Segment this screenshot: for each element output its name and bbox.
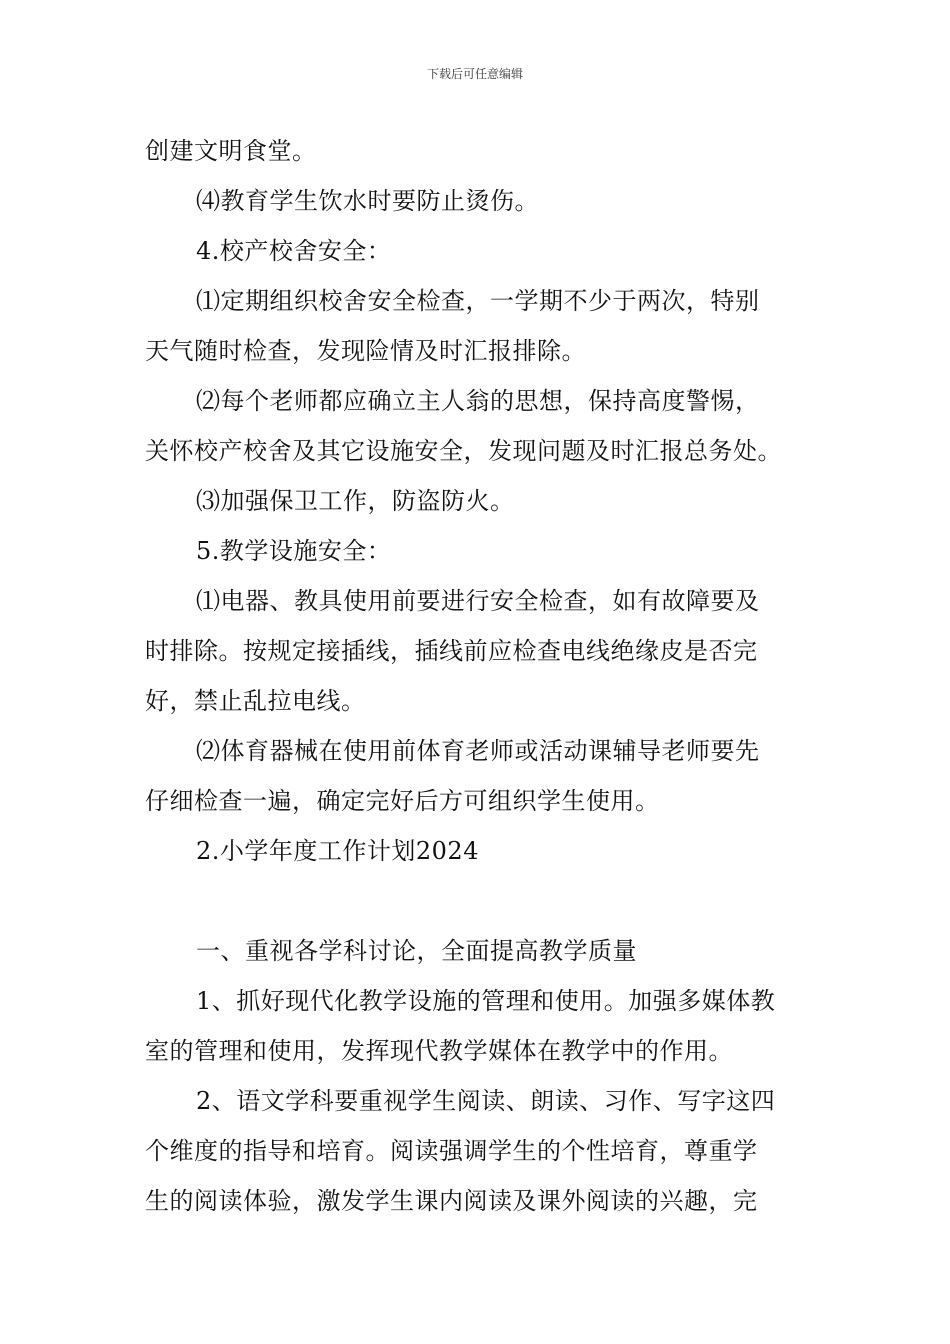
paragraph-line: 室的管理和使用，发挥现代教学媒体在教学中的作用。 <box>145 1037 733 1065</box>
paragraph-line: ⑵体育器械在使用前体育老师或活动课辅导老师要先 <box>196 737 760 765</box>
paragraph-line: 1、抓好现代化教学设施的管理和使用。加强多媒体教 <box>196 987 776 1015</box>
section-heading: 5.教学设施安全： <box>196 537 392 565</box>
paragraph-line: 关怀校产校舍及其它设施安全，发现问题及时汇报总务处。 <box>145 437 782 465</box>
paragraph-line: 生的阅读体验，激发学生课内阅读及课外阅读的兴趣，完 <box>145 1187 758 1215</box>
paragraph-line: 创建文明食堂。 <box>145 137 317 165</box>
paragraph-line: 好，禁止乱拉电线。 <box>145 687 366 715</box>
document-body <box>145 126 807 1226</box>
paragraph-line: ⑷教育学生饮水时要防止烫伤。 <box>196 187 539 215</box>
blank-line <box>145 876 807 926</box>
paragraph-line: 个维度的指导和培育。阅读强调学生的个性培育，尊重学 <box>145 1137 758 1165</box>
paragraph-line: 2、语文学科要重视学生阅读、朗读、习作、写字这四 <box>196 1087 776 1115</box>
section-heading: 一、重视各学科讨论，全面提高教学质量 <box>196 937 637 965</box>
section-heading: 4.校产校舍安全： <box>196 237 392 265</box>
paragraph-line: 仔细检查一遍，确定完好后方可组织学生使用。 <box>145 787 660 815</box>
document-title: 2.小学年度工作计划2024 <box>196 837 479 865</box>
paragraph-line: 时排除。按规定接插线，插线前应检查电线绝缘皮是否完 <box>145 637 758 665</box>
page-header-note: 下载后可任意编辑 <box>426 67 523 81</box>
paragraph-line: ⑴定期组织校舍安全检查，一学期不少于两次，特别 <box>196 287 760 315</box>
paragraph-line: ⑶加强保卫工作，防盗防火。 <box>196 487 515 515</box>
paragraph-line: 天气随时检查，发现险情及时汇报排除。 <box>145 337 586 365</box>
paragraph-line: ⑴电器、教具使用前要进行安全检查，如有故障要及 <box>196 587 760 615</box>
paragraph-line: ⑵每个老师都应确立主人翁的思想，保持高度警惕， <box>196 387 760 415</box>
